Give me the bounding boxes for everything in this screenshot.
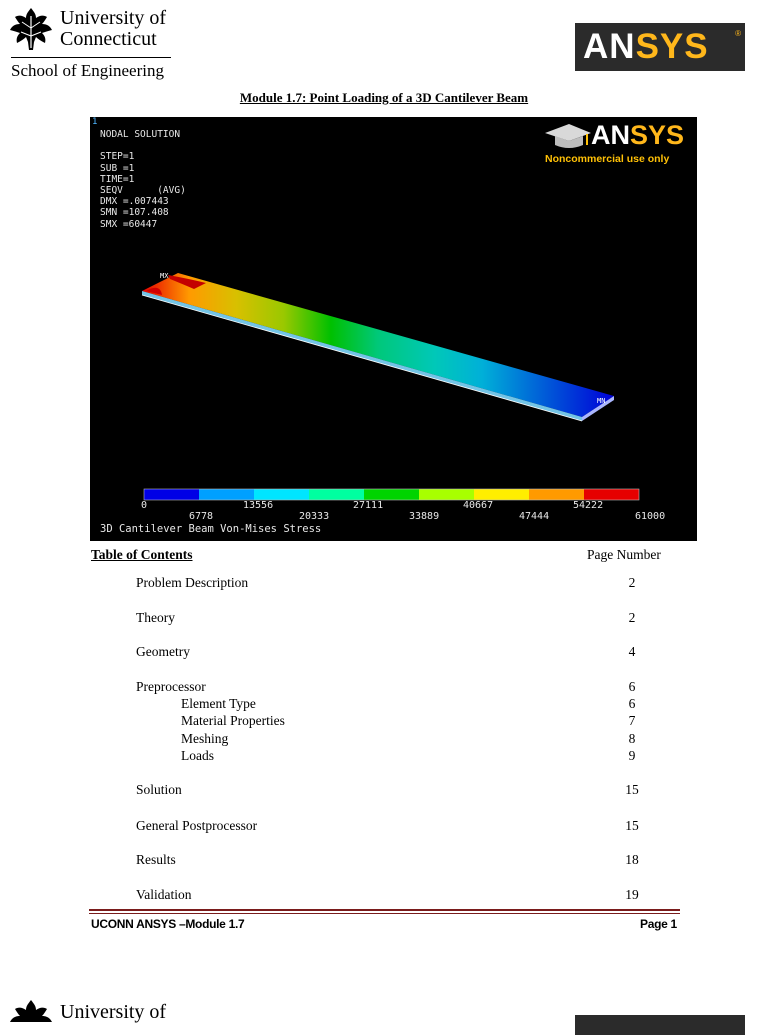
toc-heading: Table of Contents	[91, 547, 193, 562]
toc-entry-page: 18	[625, 852, 639, 867]
toc-entry-page: 2	[628, 610, 636, 625]
toc-entry-label: Solution	[136, 782, 182, 797]
school-name: School of Engineering	[11, 61, 164, 80]
footer-module: UCONN ANSYS –Module 1.7	[91, 917, 245, 931]
window-number: 1	[92, 117, 98, 127]
ansys-logo: ANSYS ®	[575, 23, 745, 71]
legend-label-top: 27111	[353, 500, 384, 511]
min-marker: MN	[597, 397, 606, 405]
toc-entry-page: 9	[628, 748, 636, 763]
toc-entry-label: General Postprocessor	[136, 818, 258, 833]
legend-label-bottom: 20333	[299, 511, 330, 522]
toc-entry-page: 19	[625, 887, 639, 902]
legend-label-top: 40667	[463, 500, 494, 511]
toc-entry-label: Validation	[136, 887, 192, 902]
university-name: University of Connecticut	[60, 7, 167, 50]
document-title: Module 1.7: Point Loading of a 3D Cantilever Beam	[239, 90, 529, 105]
max-marker: MX	[160, 272, 169, 280]
toc-entry-label: Problem Description	[136, 575, 249, 590]
legend-label-bottom: 61000	[635, 511, 666, 522]
toc-entry-label: Loads	[181, 748, 214, 763]
footer-rule-thin	[89, 913, 680, 914]
ansys-result-plot: 1 NODAL SOLUTION STEP=1 SUB =1 TIME=1 SEQV (AVG) DMX =.007443 SMN =107.408 SMX =60447 ANSYS Noncommercial use only MX MN 3D Cantilever Beam Von-Mises Stress 0 13556 27111 40667 54222 6778 20333 33889 47444 61000	[90, 117, 697, 541]
uconn-logo	[8, 6, 178, 80]
toc-entry-label: Preprocessor	[136, 679, 206, 694]
toc-entry-label: Theory	[136, 610, 175, 625]
page-number-heading: Page Number	[587, 547, 661, 562]
legend-label-top: 54222	[573, 500, 604, 511]
toc-entry-page: 6	[628, 679, 636, 694]
plot-caption: 3D Cantilever Beam Von-Mises Stress	[100, 523, 322, 535]
toc-entry-page: 6	[628, 696, 636, 711]
toc-entry-page: 4	[628, 644, 636, 659]
toc-entry-page: 2	[628, 575, 636, 590]
toc-entry-page: 8	[628, 731, 636, 746]
toc-entry-page: 15	[625, 782, 639, 797]
toc-entry-label: Element Type	[181, 696, 256, 711]
toc-entry-label: Results	[136, 852, 176, 867]
legend-label-bottom: 47444	[519, 511, 550, 522]
oak-leaf-icon	[8, 6, 54, 54]
toc-entry-page: 7	[628, 713, 636, 728]
toc-entry-label: Meshing	[181, 731, 229, 746]
logo-divider	[11, 57, 171, 58]
next-page-university-name: University of	[60, 1001, 167, 1023]
toc-entry-label: Material Properties	[181, 713, 285, 728]
solution-info: NODAL SOLUTION STEP=1 SUB =1 TIME=1 SEQV (AVG) DMX =.007443 SMN =107.408 SMX =60447	[100, 129, 186, 230]
legend-label-top: 13556	[243, 500, 274, 511]
beam-render	[90, 117, 697, 541]
footer-page: Page 1	[640, 917, 677, 931]
next-page-ansys-logo	[575, 1015, 745, 1035]
legend-label-top: 0	[141, 500, 148, 511]
toc-entry-label: Geometry	[136, 644, 190, 659]
footer-rule	[89, 909, 680, 911]
noncommercial-notice: Noncommercial use only	[545, 153, 670, 165]
legend-label-bottom: 33889	[409, 511, 440, 522]
toc-entry-page: 15	[625, 818, 639, 833]
oak-leaf-icon	[8, 998, 54, 1026]
legend-label-bottom: 6778	[189, 511, 214, 522]
